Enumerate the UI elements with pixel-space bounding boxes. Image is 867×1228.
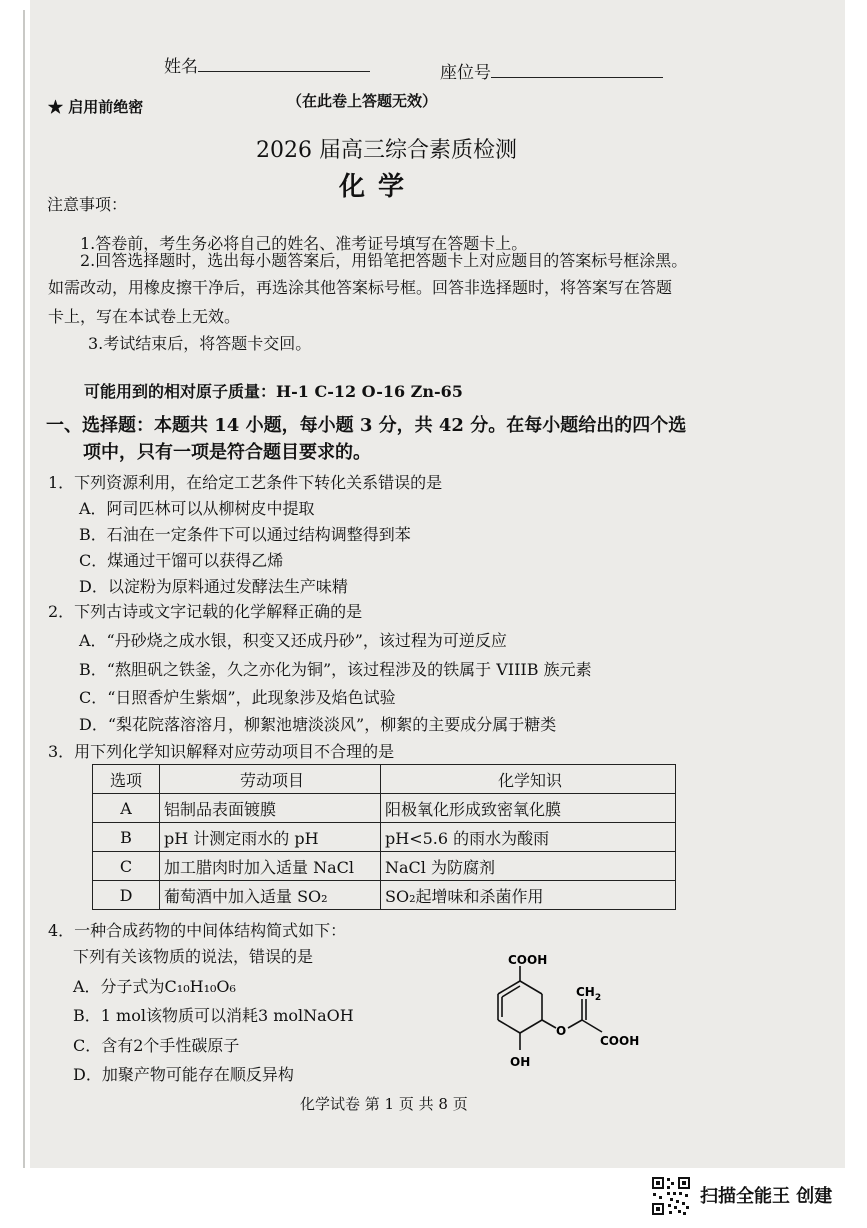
- table-row: [93, 794, 676, 823]
- q1-option-b: B．石油在一定条件下可以通过结构调整得到苯: [79, 525, 411, 544]
- cooh-right-label: COOH: [600, 1034, 640, 1048]
- exam-title: 2026 届高三综合素质检测: [256, 138, 517, 163]
- table-cell: 铝制品表面镀膜: [160, 794, 381, 823]
- q2-option-c: C．“日照香炉生紫烟”，此现象涉及焰色试验: [79, 688, 396, 707]
- molecule-structure: [470, 944, 650, 1079]
- section-1-line-2: 项中，只有一项是符合题目要求的。: [83, 442, 371, 463]
- atomic-mass-line: 可能用到的相对原子质量：H-1 C-12 O-16 Zn-65: [84, 382, 463, 401]
- q2-option-b: B．“熬胆矾之铁釜，久之亦化为铜”，该过程涉及的铁属于 VIIIB 族元素: [79, 660, 592, 679]
- q4-stem: 4．一种合成药物的中间体结构简式如下：: [48, 921, 347, 940]
- notice-line-1: 1.答卷前，考生务必将自己的姓名、准考证号填写在答题卡上。: [80, 234, 528, 253]
- table-row: [93, 823, 676, 852]
- notice-line-2: 2.回答选择题时，选出每小题答案后，用铅笔把答题卡上对应题目的答案标号框涂黑。: [80, 251, 688, 270]
- oh-label: OH: [510, 1055, 531, 1069]
- table-cell: C: [93, 852, 160, 881]
- table-cell: 加工腊肉时加入适量 NaCl: [160, 852, 381, 881]
- table-cell: A: [93, 794, 160, 823]
- table-cell: 阳极氧化形成致密氧化膜: [381, 794, 676, 823]
- table-cell: D: [93, 881, 160, 910]
- watermark-text: 扫描全能王 创建: [700, 1186, 833, 1207]
- page-footer: 化学试卷 第 1 页 共 8 页: [300, 1095, 468, 1113]
- table-cell: SO₂起增味和杀菌作用: [381, 881, 676, 910]
- q1-option-c: C．煤通过干馏可以获得乙烯: [79, 551, 284, 570]
- q2-stem: 2．下列古诗或文字记载的化学解释正确的是: [48, 602, 363, 621]
- invalid-note: （在此卷上答题无效）: [287, 92, 438, 110]
- table-row: [93, 852, 676, 881]
- notice-line-3: 3.考试结束后，将答题卡交回。: [88, 334, 312, 353]
- table-cell: pH 计测定雨水的 pH: [160, 823, 381, 852]
- q2-option-d: D．“梨花院落溶溶月，柳絮池塘淡淡风”，柳絮的主要成分属于糖类: [79, 715, 557, 734]
- subject-title: 化 学: [339, 172, 407, 202]
- table-cell: NaCl 为防腐剂: [381, 852, 676, 881]
- table-cell: 葡萄酒中加入适量 SO₂: [160, 881, 381, 910]
- q4-option-c: C．含有2个手性碳原子: [73, 1036, 240, 1055]
- q1-option-a: A．阿司匹林可以从柳树皮中提取: [79, 499, 315, 518]
- table-header-row: [93, 765, 676, 794]
- table-cell: B: [93, 823, 160, 852]
- table-header-cell: 选项: [93, 765, 160, 794]
- seat-label: 座位号: [440, 63, 491, 83]
- table-cell: pH<5.6 的雨水为酸雨: [381, 823, 676, 852]
- table-row: [93, 881, 676, 910]
- q2-option-a: A．“丹砂烧之成水银，积变又还成丹砂”，该过程为可逆反应: [79, 631, 507, 650]
- section-1-line-1: 一、选择题：本题共 14 小题，每小题 3 分，共 42 分。在每小题给出的四个选: [46, 415, 687, 436]
- table-header-cell: 劳动项目: [160, 765, 381, 794]
- table-header-cell: 化学知识: [381, 765, 676, 794]
- seat-field: [440, 58, 663, 83]
- secret-label: ★ 启用前绝密: [48, 98, 144, 116]
- name-label: 姓名: [164, 57, 198, 77]
- cooh-top-label: COOH: [508, 953, 548, 967]
- notice-line-2b: 如需改动，用橡皮擦干净后，再选涂其他答案标号框。回答非选择题时，将答案写在答题: [48, 278, 673, 297]
- qr-code-icon: [651, 1176, 691, 1216]
- q4-option-a: A．分子式为C₁₀H₁₀O₆: [73, 977, 236, 996]
- ch2-label: $CH_2$: [576, 985, 602, 1003]
- q4-option-b: B．1 mol该物质可以消耗3 molNaOH: [73, 1006, 354, 1025]
- q1-option-d: D．以淀粉为原料通过发酵法生产味精: [79, 577, 348, 596]
- name-field: [164, 52, 370, 77]
- q4-sub: 下列有关该物质的说法，错误的是: [73, 947, 314, 966]
- page-fold-shadow: [23, 10, 25, 1168]
- notice-line-2c: 卡上，写在本试卷上无效。: [48, 307, 241, 326]
- q1-stem: 1．下列资源利用，在给定工艺条件下转化关系错误的是: [48, 473, 443, 492]
- notice-heading: 注意事项：: [47, 195, 128, 214]
- q4-option-d: D．加聚产物可能存在顺反异构: [73, 1065, 294, 1084]
- q3-stem: 3．用下列化学知识解释对应劳动项目不合理的是: [48, 742, 395, 761]
- ether-o-label: O: [556, 1024, 567, 1038]
- labor-table: [92, 764, 676, 910]
- seat-blank: [491, 63, 663, 78]
- name-blank: [198, 53, 370, 72]
